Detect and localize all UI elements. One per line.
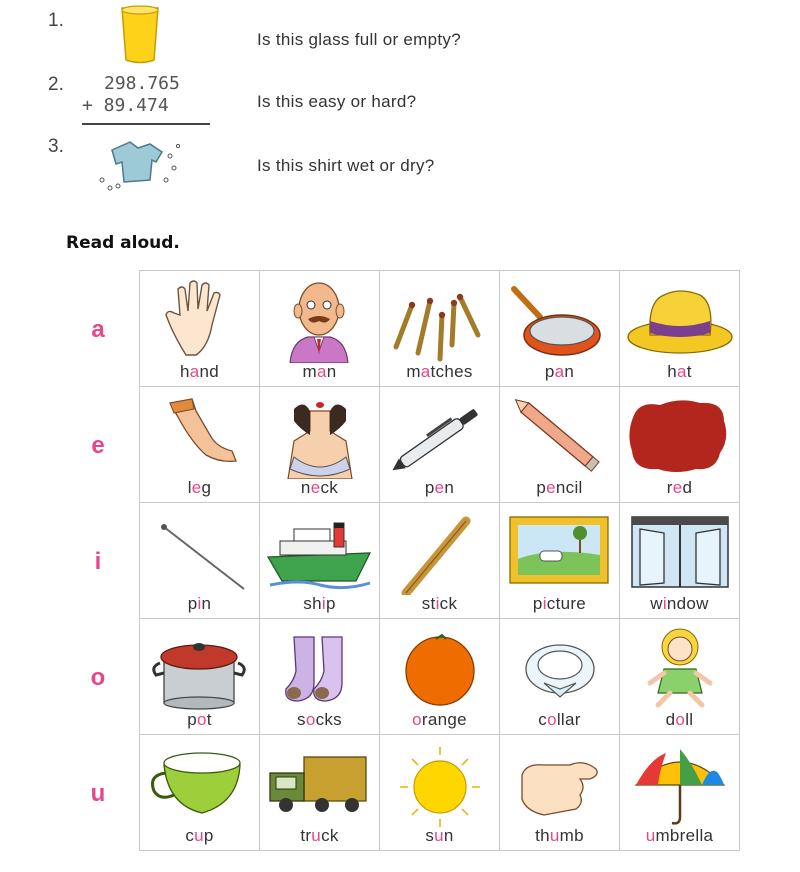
grid-cell xyxy=(140,735,260,851)
grid-cell xyxy=(260,619,380,735)
grid-cell xyxy=(500,503,620,619)
grid-cell xyxy=(620,387,740,503)
row-letter-o: o xyxy=(90,664,106,691)
row-letter-a: a xyxy=(91,316,105,343)
word-label: stick xyxy=(421,594,458,613)
grid-cell xyxy=(620,271,740,387)
question-2-text: Is this easy or hard? xyxy=(257,92,417,111)
word-label: collar xyxy=(538,710,581,729)
orange-icon xyxy=(380,623,499,711)
pen-icon xyxy=(380,391,499,479)
question-1-text: Is this glass full or empty? xyxy=(257,30,461,49)
question-3-text: Is this shirt wet or dry? xyxy=(257,156,435,175)
grid-cell xyxy=(380,735,500,851)
word-label: matches xyxy=(406,362,473,381)
word-label: sun xyxy=(425,826,454,845)
word-label: orange xyxy=(412,710,467,729)
word-label: cup xyxy=(185,826,214,845)
socks-icon xyxy=(260,623,379,711)
word-label: leg xyxy=(187,478,212,497)
grid-cell xyxy=(500,271,620,387)
word-label: man xyxy=(302,362,337,381)
word-label: doll xyxy=(665,710,694,729)
pot-icon xyxy=(140,623,259,711)
word-label: pan xyxy=(544,362,575,381)
wet-shirt-icon xyxy=(92,136,184,198)
grid-cell xyxy=(260,503,380,619)
grid-cell xyxy=(140,387,260,503)
question-3-number: 3. xyxy=(48,136,64,157)
umbrella-icon xyxy=(620,739,739,827)
grid-cell xyxy=(620,735,740,851)
word-label: pencil xyxy=(536,478,583,497)
grid-row-u xyxy=(140,735,740,851)
word-label: hat xyxy=(667,362,692,381)
grid-cell xyxy=(500,387,620,503)
truck-icon xyxy=(260,739,379,827)
word-label: pot xyxy=(187,710,212,729)
stick-icon xyxy=(380,507,499,595)
word-label: window xyxy=(650,594,709,613)
row-letter-i: i xyxy=(94,548,102,575)
grid-row-a xyxy=(140,271,740,387)
grid-cell xyxy=(140,503,260,619)
word-label: neck xyxy=(300,478,339,497)
grid-cell xyxy=(380,619,500,735)
grid-cell xyxy=(620,503,740,619)
word-label: umbrella xyxy=(645,826,714,845)
cup-icon xyxy=(140,739,259,827)
doll-icon xyxy=(620,623,739,711)
word-label: picture xyxy=(532,594,587,613)
read-aloud-heading: Read aloud. xyxy=(66,233,180,253)
grid-row-i xyxy=(140,503,740,619)
grid-cell xyxy=(500,619,620,735)
grid-cell xyxy=(380,387,500,503)
grid-cell xyxy=(620,619,740,735)
neck-icon xyxy=(260,391,379,479)
man-icon xyxy=(260,275,379,363)
grid-row-o xyxy=(140,619,740,735)
word-label: hand xyxy=(179,362,220,381)
word-label: pin xyxy=(187,594,212,613)
sum-line-1: 298.765 xyxy=(104,73,180,94)
window-icon xyxy=(620,507,739,595)
sum-underline xyxy=(82,123,210,125)
pin-icon xyxy=(140,507,259,595)
ship-icon xyxy=(260,507,379,595)
grid-cell xyxy=(140,619,260,735)
word-label: truck xyxy=(300,826,339,845)
vocabulary-grid xyxy=(139,270,740,851)
row-letter-u: u xyxy=(90,780,106,807)
grid-cell xyxy=(260,271,380,387)
thumb-icon xyxy=(500,739,619,827)
leg-icon xyxy=(140,391,259,479)
sun-icon xyxy=(380,739,499,827)
word-label: socks xyxy=(297,710,342,729)
grid-cell xyxy=(380,503,500,619)
word-label: red xyxy=(666,478,693,497)
word-label: pen xyxy=(424,478,455,497)
collar-icon xyxy=(500,623,619,711)
hat-icon xyxy=(620,275,739,363)
grid-row-e xyxy=(140,387,740,503)
grid-cell xyxy=(140,271,260,387)
pencil-icon xyxy=(500,391,619,479)
red-paint-icon xyxy=(620,391,739,479)
picture-icon xyxy=(500,507,619,595)
pan-icon xyxy=(500,275,619,363)
grid-cell xyxy=(500,735,620,851)
grid-cell xyxy=(260,387,380,503)
sum-line-2: + 89.474 xyxy=(82,95,169,116)
question-1-number: 1. xyxy=(48,10,64,31)
row-letter-e: e xyxy=(91,432,105,459)
matches-icon xyxy=(380,275,499,363)
question-2-number: 2. xyxy=(48,74,64,95)
grid-cell xyxy=(380,271,500,387)
word-label: thumb xyxy=(535,826,584,845)
word-label: ship xyxy=(303,594,336,613)
hand-icon xyxy=(140,275,259,363)
grid-cell xyxy=(260,735,380,851)
glass-icon xyxy=(116,2,164,66)
